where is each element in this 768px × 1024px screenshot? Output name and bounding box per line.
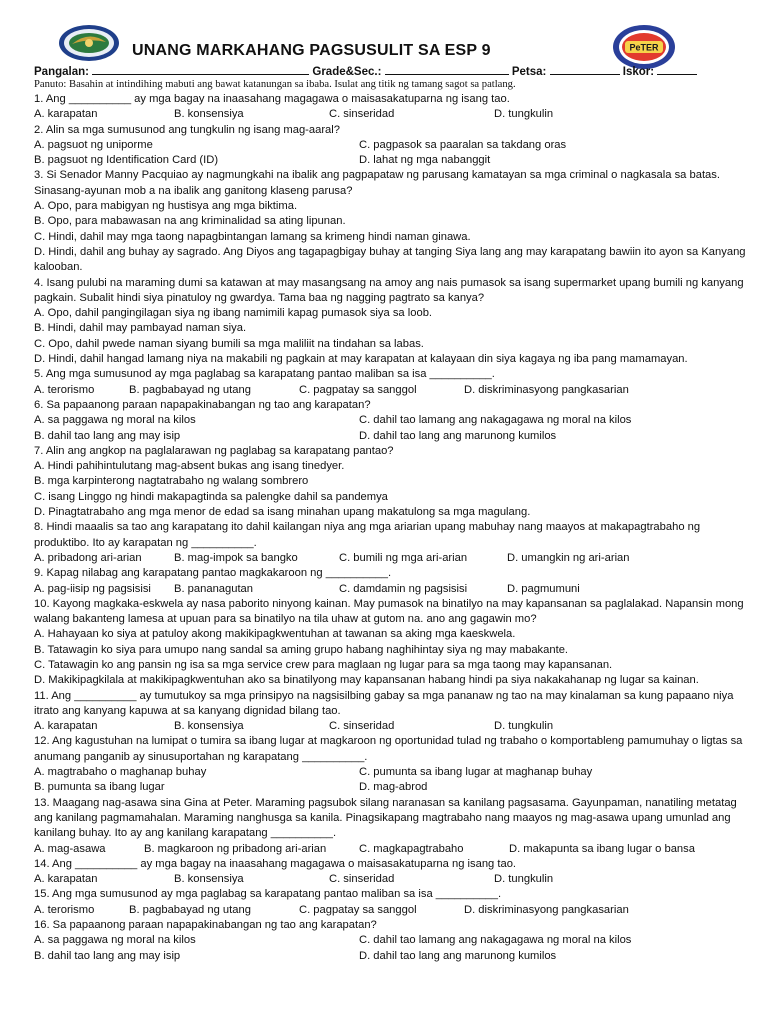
answer-option[interactable]: C. Opo, dahil pwede naman siyang bumili sa mga maliliit na tindahan sa labas.	[34, 337, 424, 350]
options-row	[34, 903, 756, 918]
options-row	[34, 582, 756, 597]
answer-option[interactable]: C. pagpatay sa sanggol	[299, 383, 417, 396]
answer-option[interactable]: B. pagbabayad ng utang	[129, 383, 251, 396]
answer-option[interactable]: B. magkaroon ng pribadong ari-arian	[144, 842, 327, 855]
options-row	[34, 107, 756, 122]
options-row	[34, 765, 756, 780]
grade-label: Grade&Sec.:	[312, 66, 382, 78]
answer-option[interactable]: B. dahil tao lang ang may isip	[34, 949, 181, 962]
answer-option[interactable]: C. pagpasok sa paaralan sa takdang oras	[359, 138, 567, 151]
answer-option[interactable]: C. bumili ng mga ari-arian	[339, 551, 468, 564]
options-row	[34, 949, 756, 964]
answer-option[interactable]: C. pagpatay sa sanggol	[299, 903, 417, 916]
answer-option[interactable]: D. dahil tao lang ang marunong kumilos	[359, 429, 557, 442]
answer-option[interactable]: A. terorismo	[34, 383, 95, 396]
answer-option[interactable]: D. diskriminasyong pangkasarian	[464, 383, 629, 396]
options-row	[34, 933, 756, 948]
name-field[interactable]	[92, 63, 309, 75]
question-text: 7. Alin ang angkop na paglalarawan ng paglabag sa karapatang pantao?	[34, 444, 394, 457]
answer-option[interactable]: D. dahil tao lang ang marunong kumilos	[359, 949, 557, 962]
answer-option[interactable]: B. pumunta sa ibang lugar	[34, 781, 165, 794]
answer-option[interactable]: C. magkapagtrabaho	[359, 842, 464, 855]
name-label: Pangalan:	[34, 66, 89, 78]
answer-option[interactable]: C. sinseridad	[329, 720, 395, 733]
instructions: Panuto: Basahin at intindihing mabuti ang bawat katanungan sa ibaba. Isulat ang titik ng tamang sagot sa patlang.	[34, 79, 516, 90]
answer-option[interactable]: C. isang Linggo ng hindi makapagtinda sa palengke dahil sa pandemya	[34, 490, 388, 503]
answer-option[interactable]: C. pumunta sa ibang lugar at maghanap buhay	[359, 766, 593, 779]
answer-option[interactable]: D. diskriminasyong pangkasarian	[464, 903, 629, 916]
question-text: 13. Maagang nag-asawa sina Gina at Peter. Maraming pagsubok silang naranasan sa kanilang pagsasama. Gayunpaman, nanatiling metatag ang kanilang pagmamahalan. Maraming nanghusga sa kanila. Pinagsikapang magtrabaho nang maayos ng mag-asawa upang umunlad ang kanilang buhay. Ito ay ang kanilang karapatang __________.	[34, 796, 737, 840]
question-text: 4. Isang pulubi na maraming dumi sa katawan at may masangsang na amoy ang nais pumasok sa isang supermarket upang bumili ng kanyang pagkain. Subalit hindi siya pinatuloy ng gwardya. Tama baa ng nagging pagtrato sa kanya?	[34, 276, 744, 304]
question-text: 15. Ang mga sumusunod ay mga paglabag sa karapatang pantao maliban sa isa __________.	[34, 888, 502, 901]
answer-option[interactable]: A. Hindi pahihintulutang mag-absent bukas ang isang tinedyer.	[34, 460, 345, 473]
answer-option[interactable]: C. sinseridad	[329, 873, 395, 886]
answer-option[interactable]: D. mag-abrod	[359, 781, 428, 794]
score-label: Iskor:	[622, 66, 655, 78]
answer-option[interactable]: D. tungkulin	[494, 720, 554, 733]
options-row	[34, 138, 756, 153]
answer-option[interactable]: D. tungkulin	[494, 108, 554, 121]
answer-option[interactable]: C. sinseridad	[329, 108, 395, 121]
answer-option[interactable]: B. dahil tao lang ang may isip	[34, 429, 181, 442]
options-row	[34, 383, 756, 398]
question-text: 2. Alin sa mga sumusunod ang tungkulin ng isang mag-aaral?	[34, 123, 340, 136]
answer-option[interactable]: D. tungkulin	[494, 873, 554, 886]
date-label: Petsa:	[511, 66, 547, 78]
answer-option[interactable]: D. Hindi, dahil hangad lamang niya na makabili ng pagkain at may karapatan at kalayaan din siya kagaya ng iba pang mamamayan.	[34, 353, 688, 366]
options-row	[34, 429, 756, 444]
question-text: 6. Sa papaanong paraan napapakinabangan ng tao ang karapatan?	[34, 398, 371, 411]
options-row	[34, 842, 756, 857]
answer-option[interactable]: A. karapatan	[34, 720, 98, 733]
answer-option[interactable]: A. sa paggawa ng moral na kilos	[34, 934, 196, 947]
answer-option[interactable]: D. Hindi, dahil ang buhay ay sagrado. Ang Diyos ang tagapagbigay buhay at tanging Siya lang ang may karapatang bawiin ito ayon sa Kanyang kalooban.	[34, 245, 746, 274]
question-text: 16. Sa papaanong paraan napapakinabangan ng tao ang karapatan?	[34, 919, 377, 932]
score-field[interactable]	[657, 63, 697, 75]
options-row	[34, 153, 756, 168]
question-text: 9. Kapag nilabag ang karapatang pantao magkakaroon ng __________.	[34, 567, 392, 580]
answer-option[interactable]: A. sa paggawa ng moral na kilos	[34, 414, 196, 427]
answer-option[interactable]: C. Tatawagin ko ang pansin ng isa sa mga service crew para maglaan ng lugar para sa mga taong may kapansanan.	[34, 658, 613, 671]
right-logo-text: PeTER	[629, 42, 659, 53]
answer-option[interactable]: C. dahil tao lamang ang nakagagawa ng moral na kilos	[359, 414, 632, 427]
answer-option[interactable]: B. konsensiya	[174, 873, 244, 886]
options-row	[34, 780, 756, 795]
answer-option[interactable]: A. pagsuot ng uniporme	[34, 138, 153, 151]
question-text: 14. Ang __________ ay mga bagay na inaasahang magagawa o maisasakatuparna ng isang tao.	[34, 857, 517, 870]
answer-option[interactable]: A. terorismo	[34, 903, 95, 916]
answer-option[interactable]: B. mga karpinterong nagtatrabaho ng walang sombrero	[34, 475, 309, 488]
answer-option[interactable]: B. pagbabayad ng utang	[129, 903, 251, 916]
options-row	[34, 551, 756, 566]
answer-option[interactable]: D. umangkin ng ari-arian	[507, 551, 630, 564]
question-text: 1. Ang __________ ay mga bagay na inaasahang magagawa o maisasakatuparna ng isang tao.	[34, 93, 510, 105]
answer-option[interactable]: B. pagsuot ng Identification Card (ID)	[34, 154, 219, 167]
options-row	[34, 872, 756, 887]
question-text: 10. Kayong magkaka-eskwela ay nasa paborito ninyong kainan. May pumasok na binatilyo na may kapansanan sa paglalakad. Napansin mong walang bakanteng lamesa at upuan para sa binatilyo na tila uhaw at gutom na. ano ang gagawin mo?	[34, 597, 744, 626]
options-row	[34, 413, 756, 428]
answer-option[interactable]: A. magtrabaho o maghanap buhay	[34, 766, 207, 779]
answer-option[interactable]: D. pagmumuni	[507, 582, 580, 595]
question-text: 8. Hindi maaalis sa tao ang karapatang ito dahil kailangan niya ang mga ariarian upang mabuhay nang maayos at makapagtrabaho ng produktibo. Ito ay karapatan ng __________.	[34, 521, 701, 549]
answer-option[interactable]: B. Hindi, dahil may pambayad naman siya.	[34, 322, 247, 335]
answer-option[interactable]: C. damdamin ng pagsisisi	[339, 582, 468, 595]
answer-option[interactable]: D. Makikipagkilala at makikipagkwentuhan ako sa binatilyong may kapansanan habang hindi pa siya nakakahanap ng lugar sa kainan.	[34, 674, 699, 687]
answer-option[interactable]: B. Tatawagin ko siya para umupo nang sandal sa aming grupo habang naghihintay siya ng may mabakante.	[34, 643, 569, 656]
question-list	[34, 92, 756, 964]
question-text: 5. Ang mga sumusunod ay mga paglabag sa karapatang pantao maliban sa isa __________.	[34, 368, 495, 381]
answer-option[interactable]: A. mag-asawa	[34, 842, 106, 855]
exam-title: UNANG MARKAHANG PAGSUSULIT SA ESP 9	[132, 42, 491, 59]
answer-option[interactable]: A. pribadong ari-arian	[34, 551, 142, 564]
answer-option[interactable]: A. Hahayaan ko siya at patuloy akong makikipagkwentuhan at tawanan sa aking mga kaeskwela.	[34, 628, 516, 641]
question-text: 3. Si Senador Manny Pacquiao ay nagmungkahi na ibalik ang pagpapataw ng parusang kamatayan sa mga criminal o nagkasala sa batas. Sinasang-ayunan mob a na ibalik ang ganitong klaseng parusa?	[34, 169, 720, 197]
answer-option[interactable]: A. Opo, para mabigyan ng hustisya ang mga biktima.	[34, 200, 298, 213]
options-row	[34, 719, 756, 734]
answer-option[interactable]: C. dahil tao lamang ang nakagagawa ng moral na kilos	[359, 934, 632, 947]
answer-option[interactable]: A. karapatan	[34, 873, 98, 886]
answer-option[interactable]: B. Opo, para mabawasan na ang kriminalidad sa ating lipunan.	[34, 215, 346, 228]
question-text: 11. Ang __________ ay tumutukoy sa mga prinsipyo na nagsisilbing gabay sa mga pananaw ng tao na may kinalaman sa kung papaano niya itrato ang kanyang kapuwa at sa kanyang dignidad bilang tao.	[34, 689, 734, 717]
answer-option[interactable]: D. lahat ng mga nabanggit	[359, 154, 491, 167]
question-text: 12. Ang kagustuhan na lumipat o tumira sa ibang lugar at magkaroon ng oportunidad tulad ng trabaho o komportableng pamumuhay o ligtas sa anumang panganib ay sinusuportahan ng karapatang __________.	[34, 735, 743, 763]
answer-option[interactable]: B. konsensiya	[174, 720, 244, 733]
answer-option[interactable]: B. mag-impok sa bangko	[174, 551, 298, 564]
answer-option[interactable]: A. pag-iisip ng pagsisisi	[34, 582, 151, 595]
answer-option[interactable]: C. Hindi, dahil may mga taong napagbintangan lamang sa krimeng hindi naman ginawa.	[34, 230, 471, 243]
answer-option[interactable]: B. konsensiya	[174, 108, 244, 121]
grade-field[interactable]	[385, 63, 509, 75]
answer-option[interactable]: B. pananagutan	[174, 582, 254, 595]
answer-option[interactable]: D. Pinagtatrabaho ang mga menor de edad sa isang minahan upang makatulong sa mga magulang.	[34, 506, 531, 519]
date-field[interactable]	[550, 63, 620, 75]
school-seal-left-icon	[58, 24, 120, 62]
answer-option[interactable]: D. makapunta sa ibang lugar o bansa	[509, 842, 695, 855]
student-info-line	[34, 63, 754, 78]
answer-option[interactable]: A. Opo, dahil pangingilagan siya ng ibang namimili kapag pumasok siya sa loob.	[34, 307, 433, 320]
answer-option[interactable]: A. karapatan	[34, 108, 98, 121]
